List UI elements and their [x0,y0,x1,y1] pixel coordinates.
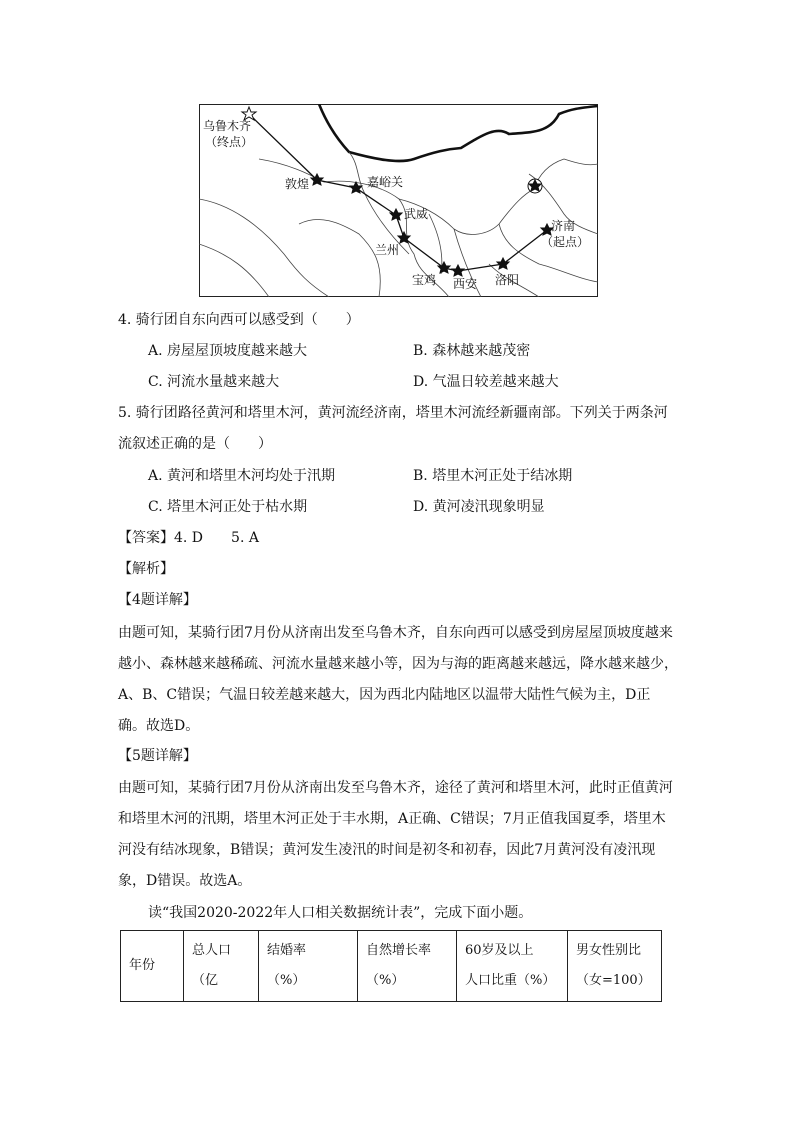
q4-option-a: A. 房屋屋顶坡度越来越大 [148,343,308,359]
header-natural-growth: 自然增长率 （%） [358,931,457,1002]
header-year: 年份 [121,931,184,1002]
q4-option-d: D. 气温日较差越来越大 [413,374,559,390]
q4-stem: 4. 骑行团自东向西可以感受到（ ） [118,312,360,328]
table-intro: 读“我国2020-2022年人口相关数据统计表”，完成下面小题。 [148,905,533,921]
q4-option-b: B. 森林越来越茂密 [413,343,531,359]
header-population: 总人口 （亿 [184,931,259,1002]
population-table [120,930,662,1002]
label-xian: 西安 [453,277,478,291]
label-luoyang: 洛阳 [495,273,520,287]
label-dunhuang: 敦煌 [285,177,310,191]
q5-option-c: C. 塔里木河正处于枯水期 [148,499,308,515]
label-lanzhou: 兰州 [375,243,400,257]
label-jiayuguan: 嘉峪关 [367,175,404,189]
q4-detail: 由题可知，某骑行团7月份从济南出发至乌鲁木齐，自东向西可以感受到房屋屋顶坡度越来越小、森林越来越稀疏、河流水量越来越小等，因为与海的距离越来越远，降水越来越少，A、B、C错误；气温日较差越来越大，因为西北内陆地区以温带大陆性气候为主，D正确。故选D。 [118,625,678,734]
label-baoji: 宝鸡 [412,273,437,287]
route-map [199,104,598,297]
label-urumqi: 乌鲁木齐 [203,119,252,133]
answer: 【答案】4. D 5. A [118,530,259,546]
analysis-heading: 【解析】 [118,561,174,577]
q4-option-c: C. 河流水量越来越大 [148,374,280,390]
q5-detail-heading: 【5题详解】 [118,748,197,764]
q5-stem-line2: 流叙述正确的是（ ） [118,436,272,452]
q4-detail-heading: 【4题详解】 [118,592,197,608]
label-jinan: 济南 [551,219,576,233]
header-sex-ratio: 男女性别比 （女=100） [568,931,662,1002]
q5-stem-line1: 5. 骑行团路径黄河和塔里木河，黄河流经济南，塔里木河流经新疆南部。下列关于两条河 [118,405,668,421]
label-urumqi-note: （终点） [205,135,254,149]
header-marriage-rate: 结婚率 （%） [259,931,358,1002]
table-header-row [121,931,662,1002]
q5-detail: 由题可知，某骑行团7月份从济南出发至乌鲁木齐，途径了黄河和塔里木河，此时正值黄河和塔里木河的汛期，塔里木河正处于丰水期，A正确、C错误；7月正值我国夏季，塔里木河没有结冰现象，B错误；黄河发生凌汛的时间是初冬和初春，因此7月黄河没有凌汛现象，D错误。故选A。 [118,780,673,889]
q5-option-b: B. 塔里木河正处于结冰期 [413,468,573,484]
label-wuwei: 武威 [404,207,429,221]
header-elderly-ratio: 60岁及以上 人口比重（%） [457,931,568,1002]
q5-option-d: D. 黄河凌汛现象明显 [413,499,545,515]
label-jinan-note: （起点） [541,235,590,249]
q5-option-a: A. 黄河和塔里木河均处于汛期 [148,468,336,484]
